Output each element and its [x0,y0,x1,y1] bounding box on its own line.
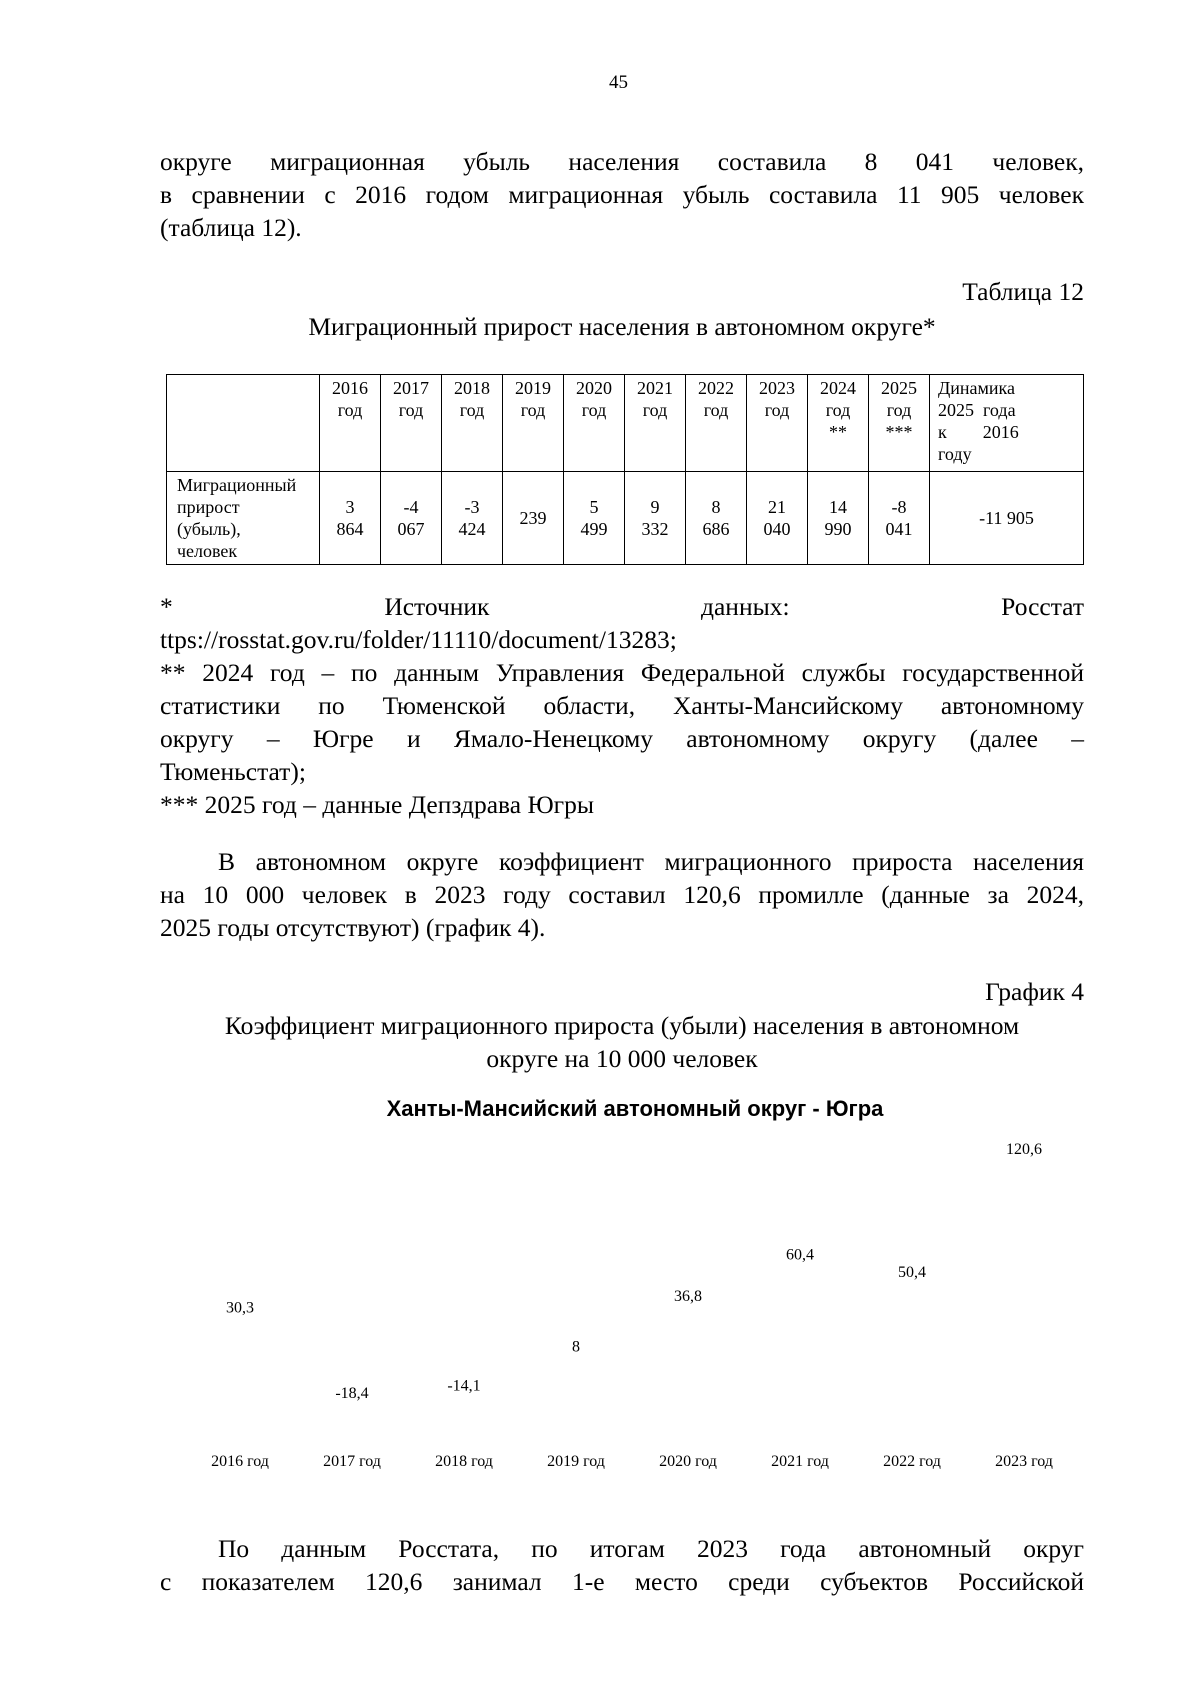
chart-value-labels [226,1141,1042,1402]
table-row-label: Миграционный прирост (убыль), человек [167,472,320,565]
table-cell: -3 424 [442,472,503,565]
text-line: (таблица 12). [160,213,302,242]
x-tick-label: 2020 год [659,1453,717,1470]
chart-section-label: График 4 [985,977,1084,1006]
source-url: ttps://rosstat.gov.ru/folder/11110/document/13283; [160,625,677,654]
x-tick-label: 2016 год [211,1453,269,1470]
note-2024-line: округу – Югре и Ямало-Ненецкому автономному округу (далее – [160,724,1084,753]
table-cell: -8 041 [869,472,930,565]
table-cell: 239 [503,472,564,565]
chart-section-title: Коэффициент миграционного прироста (убыли) населения в автономном округе на 10 000 человек [224,1011,1020,1073]
table-cell: -4 067 [381,472,442,565]
text-line: В автономном округе коэффициент миграционного прироста населения [218,847,1084,876]
text-line: По данным Росстата, по итогам 2023 года автономный округ [218,1534,1084,1563]
note-2024-line: Тюменьстат); [160,757,306,786]
x-tick-label: 2019 год [547,1453,605,1470]
data-label: 120,6 [1006,1141,1042,1158]
source-line: * Источник данных: Росстат [160,592,1084,621]
table-header-cell: 2016 год [320,375,381,472]
paragraph-rosstat [160,1532,1084,1598]
x-tick-label: 2022 год [883,1453,941,1470]
note-2025: *** 2025 год – данные Депздрава Югры [160,790,594,819]
chart-title: Ханты-Мансийский автономный округ - Югра [386,1096,884,1121]
chart-x-axis [211,1453,1053,1470]
data-label: 60,4 [786,1246,814,1264]
table-header-cell: 2019 год [503,375,564,472]
table-header-cell: 2020 год [564,375,625,472]
table-label: Таблица 12 [962,277,1084,306]
table-title: Миграционный прирост населения в автономном округе* [308,312,936,341]
table-header-cell: 2023 год [747,375,808,472]
table-cell: 8 686 [686,472,747,565]
text-line: в сравнении с 2016 годом миграционная убыль составила 11 905 человек [160,180,1084,209]
table-header-cell: 2025 год *** [869,375,930,472]
table-cell: 9 332 [625,472,686,565]
data-label: 8 [572,1338,580,1356]
data-label: -18,4 [335,1385,369,1402]
data-label: 36,8 [674,1288,702,1306]
table-header-cell: 2024 год ** [808,375,869,472]
text-line: округе миграционная убыль населения составила 8 041 человек, [160,147,1084,176]
text-line: 2025 годы отсутствуют) (график 4). [160,913,546,942]
table-cell: 14 990 [808,472,869,565]
table-header-cell: 2018 год [442,375,503,472]
x-tick-label: 2017 год [323,1453,381,1470]
text-line: с показателем 120,6 занимал 1-е место среди субъектов Российской [160,1567,1084,1596]
text-line: на 10 000 человек в 2023 году составил 120,6 промилле (данные за 2024, [160,880,1084,909]
x-tick-label: 2021 год [771,1453,829,1470]
table-header-cell: 2017 год [381,375,442,472]
data-label: 30,3 [226,1299,254,1317]
note-2024-line: ** 2024 год – по данным Управления Федеральной службы государственной [160,658,1084,687]
table-cell: 3 864 [320,472,381,565]
table-cell: 5 499 [564,472,625,565]
x-tick-label: 2018 год [435,1453,493,1470]
x-tick-label: 2023 год [995,1453,1053,1470]
table-cell: 21 040 [747,472,808,565]
table-header-cell: 2021 год [625,375,686,472]
table-header-cell: 2022 год [686,375,747,472]
table-cell-dynamics: -11 905 [930,472,1084,565]
note-2024-line: статистики по Тюменской области, Ханты-Мансийскому автономному [160,691,1084,720]
page-number: 45 [609,72,628,93]
data-label: -14,1 [447,1377,481,1395]
table-header-dynamics: Динамика 2025 года к 2016 году [930,375,1084,472]
data-label: 50,4 [898,1264,926,1282]
